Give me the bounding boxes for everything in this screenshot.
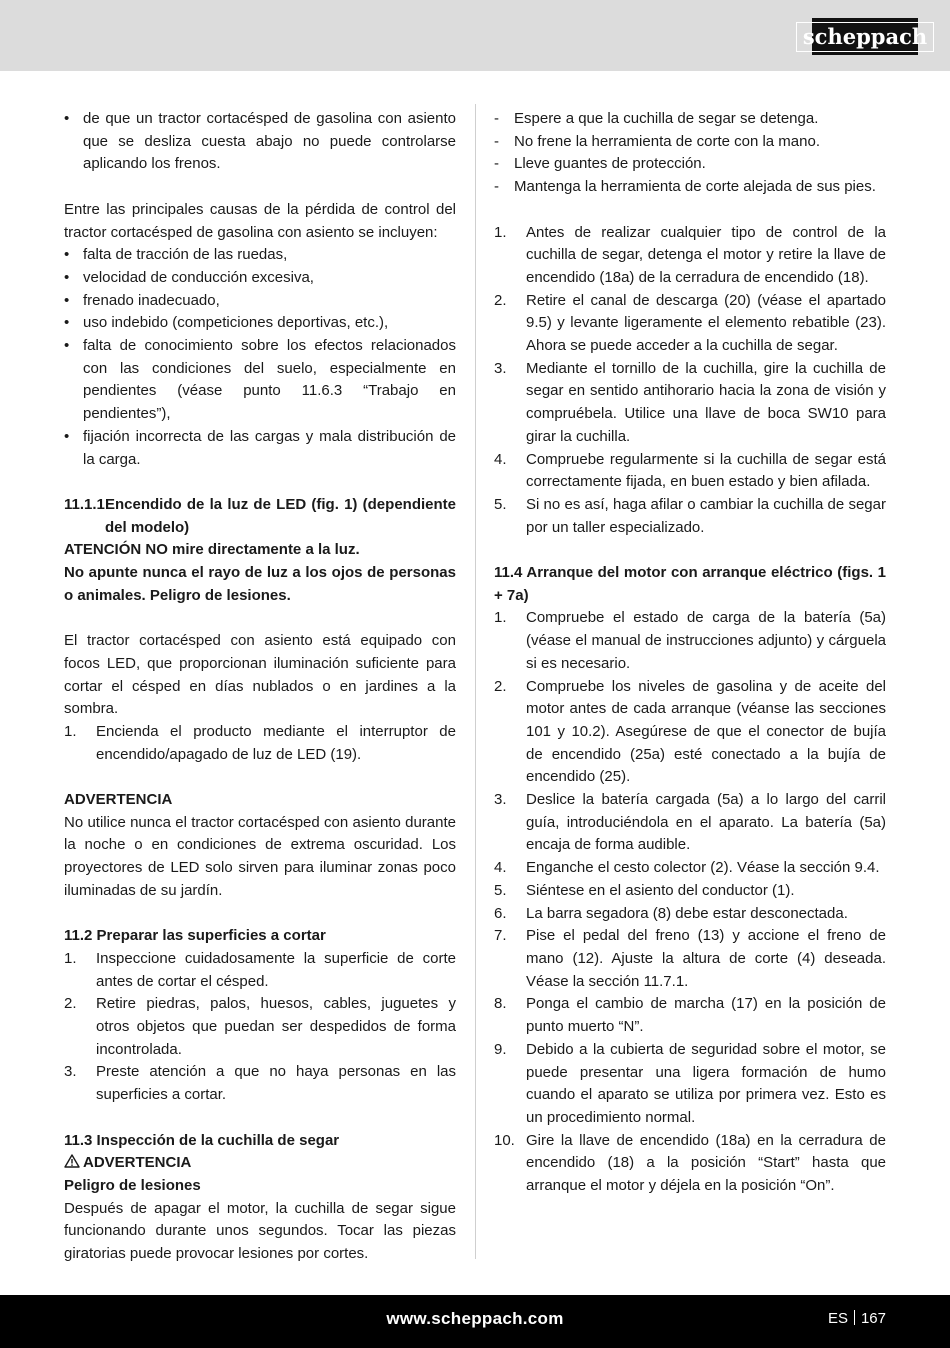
list-item bbox=[494, 108, 886, 131]
list-item bbox=[64, 1061, 456, 1106]
list-item bbox=[64, 290, 456, 313]
list-item bbox=[494, 676, 886, 790]
step-number: 4. bbox=[494, 859, 507, 877]
list-item bbox=[494, 925, 886, 993]
dash-marker: - bbox=[494, 155, 499, 173]
bullet-text: de que un tractor cortacésped de gasolina con asiento que se desliza cuesta abajo no puede controlarse aplicando los frenos. bbox=[83, 110, 456, 173]
list-item bbox=[64, 948, 456, 993]
step-text: Preste atención a que no haya personas en las superficies a cortar. bbox=[96, 1063, 456, 1104]
step-text: Si no es así, haga afilar o cambiar la cuchilla de segar por un taller especializado. bbox=[526, 495, 886, 536]
bullet-marker: • bbox=[64, 268, 70, 286]
right-column bbox=[494, 108, 886, 1198]
step-number: 7. bbox=[494, 927, 507, 945]
section-number: 11.1.1 bbox=[64, 495, 105, 513]
bullet-text: velocidad de conducción excesiva, bbox=[83, 268, 314, 286]
language-code: ES bbox=[827, 1310, 848, 1327]
dash-marker: - bbox=[494, 110, 499, 127]
section-heading-11-1-1 bbox=[64, 494, 456, 539]
step-number: 2. bbox=[494, 677, 507, 695]
list-item bbox=[494, 993, 886, 1038]
section-heading-11-3: 11.3 Inspección de la cuchilla de segar bbox=[64, 1131, 340, 1149]
page-separator bbox=[854, 1310, 855, 1325]
section-title: Encendido de la luz de LED (fig. 1) (dependiente del modelo) bbox=[105, 495, 456, 536]
list-item bbox=[494, 176, 886, 199]
list-item bbox=[494, 857, 886, 880]
dash-text: Mantenga la herramienta de corte alejada de sus pies. bbox=[514, 178, 876, 196]
step-number: 3. bbox=[494, 359, 507, 377]
section-heading-11-2: 11.2 Preparar las superficies a cortar bbox=[64, 927, 326, 945]
list-item bbox=[494, 131, 886, 154]
advertencia-label: ADVERTENCIA bbox=[83, 1154, 192, 1172]
list-item bbox=[64, 108, 456, 176]
warning-text: No apunte nunca el rayo de luz a los ojos de personas o animales. Peligro de lesiones. bbox=[64, 564, 456, 604]
list-item bbox=[494, 607, 886, 675]
list-item bbox=[64, 312, 456, 335]
causes-intro: Entre las principales causas de la pérdida de control del tractor cortacésped de gasolina con asiento se incluyen: bbox=[64, 200, 456, 241]
step-text: Mediante el tornillo de la cuchilla, gire la cuchilla de segar en sentido antihorario hacia la zona de visión y compruébela. Utilice una llave de boca SW10 para girar la cuchilla. bbox=[526, 359, 886, 445]
footer-bar bbox=[0, 1295, 950, 1348]
warning-text: ATENCIÓN NO mire directamente a la luz. bbox=[64, 541, 360, 559]
dash-text: Lleve guantes de protección. bbox=[514, 155, 706, 173]
step-text: Compruebe el estado de carga de la batería (5a) (véase el manual de instrucciones adjunto) y cárguela si es necesario. bbox=[526, 609, 886, 672]
logo-text: scheppach bbox=[796, 22, 934, 52]
step-number: 1. bbox=[64, 949, 77, 967]
list-item bbox=[64, 721, 456, 766]
step-number: 5. bbox=[494, 495, 507, 513]
led-paragraph: El tractor cortacésped con asiento está equipado con focos LED, que proporcionan iluminación suficiente para cortar el césped en días nublados o en jardines a la sombra. bbox=[64, 632, 456, 718]
step-number: 2. bbox=[64, 995, 77, 1013]
list-item bbox=[494, 1130, 886, 1198]
advertencia-heading bbox=[64, 1152, 456, 1175]
step-number: 3. bbox=[494, 791, 507, 809]
advertencia-heading: ADVERTENCIA bbox=[64, 791, 173, 809]
list-item bbox=[64, 335, 456, 426]
step-number: 2. bbox=[494, 291, 507, 309]
list-item bbox=[494, 358, 886, 449]
step-number: 1. bbox=[64, 722, 77, 740]
step-number: 5. bbox=[494, 881, 507, 899]
section-heading-11-4: 11.4 Arranque del motor con arranque eléctrico (figs. 1 + 7a) bbox=[494, 564, 886, 604]
step-text: Retire piedras, palos, huesos, cables, juguetes y otros objetos que puedan ser despedidos de forma incontrolada. bbox=[96, 995, 456, 1058]
list-item bbox=[64, 426, 456, 471]
dash-marker: - bbox=[494, 178, 499, 196]
left-column bbox=[64, 108, 456, 1266]
bullet-marker: • bbox=[64, 314, 70, 332]
step-text: Pise el pedal del freno (13) y accione el freno de mano (12). Ajuste la altura de corte (4) deseada. Véase la sección 11.7.1. bbox=[526, 927, 886, 990]
header-bar bbox=[0, 0, 950, 71]
bullet-marker: • bbox=[64, 427, 70, 445]
list-item bbox=[494, 494, 886, 539]
dash-text: No frene la herramienta de corte con la mano. bbox=[514, 132, 820, 150]
step-number: 10. bbox=[494, 1131, 515, 1149]
page-indicator bbox=[828, 1310, 886, 1327]
step-text: Siéntese en el asiento del conductor (1). bbox=[526, 881, 795, 899]
step-number: 8. bbox=[494, 995, 507, 1013]
step-text: Ponga el cambio de marcha (17) en la posición de punto muerto “N”. bbox=[526, 995, 886, 1036]
bullet-marker: • bbox=[64, 246, 70, 264]
inspection-paragraph: Después de apagar el motor, la cuchilla de segar sigue funcionando durante unos segundos. Tocar las piezas giratorias puede provocar lesiones por cortes. bbox=[64, 1199, 456, 1263]
bullet-text: fijación incorrecta de las cargas y mala distribución de la carga. bbox=[83, 427, 456, 468]
step-text: Debido a la cubierta de seguridad sobre el motor, se puede presentar una ligera formación de humo cuando el aparato se utiliza por primera vez. Esto es un procedimiento normal. bbox=[526, 1040, 886, 1126]
dash-marker: - bbox=[494, 132, 499, 150]
step-text: Inspeccione cuidadosamente la superficie de corte antes de cortar el césped. bbox=[96, 949, 456, 990]
warning-triangle-icon bbox=[64, 1154, 80, 1168]
list-item bbox=[494, 222, 886, 290]
step-number: 4. bbox=[494, 450, 507, 468]
step-text: La barra segadora (8) debe estar desconectada. bbox=[526, 904, 848, 922]
step-text: Gire la llave de encendido (18a) en la cerradura de encendido (18) a la posición “Start” hasta que arranque el motor y déjela en la posición “On”. bbox=[526, 1131, 886, 1195]
list-item bbox=[494, 1039, 886, 1130]
bullet-text: uso indebido (competiciones deportivas, etc.), bbox=[83, 314, 389, 332]
step-text: Retire el canal de descarga (20) (véase el apartado 9.5) y levante ligeramente el elemento rebatible (23). Ahora se puede acceder a la cuchilla de segar. bbox=[526, 291, 886, 355]
list-item bbox=[494, 153, 886, 176]
list-item bbox=[64, 993, 456, 1061]
bullet-text: frenado inadecuado, bbox=[83, 291, 220, 309]
list-item bbox=[64, 267, 456, 290]
list-item bbox=[494, 789, 886, 857]
step-number: 1. bbox=[494, 223, 507, 241]
list-item bbox=[494, 880, 886, 903]
list-item bbox=[494, 290, 886, 358]
step-text: Antes de realizar cualquier tipo de control de la cuchilla de segar, detenga el motor y retire la llave de encendido (18a) de la cerradura de encendido (18). bbox=[526, 223, 886, 286]
website-link[interactable]: www.scheppach.com bbox=[386, 1309, 564, 1328]
bullet-marker: • bbox=[64, 337, 70, 355]
danger-subheading: Peligro de lesiones bbox=[64, 1176, 201, 1194]
column-divider bbox=[475, 104, 476, 1259]
step-number: 1. bbox=[494, 609, 507, 627]
dash-text: Espere a que la cuchilla de segar se detenga. bbox=[514, 110, 819, 127]
step-number: 6. bbox=[494, 904, 507, 922]
bullet-marker: • bbox=[64, 110, 70, 127]
step-number: 3. bbox=[64, 1063, 77, 1081]
list-item bbox=[64, 244, 456, 267]
brand-logo bbox=[802, 18, 928, 55]
step-text: Compruebe los niveles de gasolina y de aceite del motor antes de cada arranque (véanse las secciones 101 y 10.2). Asegúrese de que el conector de bujía de encendido (25a) esté conectado a la bujía de encendido (25). bbox=[526, 677, 886, 786]
list-item bbox=[494, 449, 886, 494]
bullet-text: falta de conocimiento sobre los efectos relacionados con las condiciones del suelo, especialmente en pendientes (véase punto 11.6.3 “Trabajo en pendientes”), bbox=[83, 337, 456, 423]
bullet-text: falta de tracción de las ruedas, bbox=[83, 246, 288, 264]
step-number: 9. bbox=[494, 1040, 507, 1058]
page-number: 167 bbox=[860, 1310, 886, 1327]
bullet-marker: • bbox=[64, 291, 70, 309]
list-item bbox=[494, 903, 886, 926]
advertencia-paragraph: No utilice nunca el tractor cortacésped con asiento durante la noche o en condiciones de extrema oscuridad. Los proyectores de LED solo sirven para iluminar zonas poco iluminadas de su jardín. bbox=[64, 813, 456, 899]
step-text: Enganche el cesto colector (2). Véase la sección 9.4. bbox=[526, 859, 880, 877]
step-text: Encienda el producto mediante el interruptor de encendido/apagado de luz de LED (19). bbox=[96, 722, 456, 763]
step-text: Compruebe regularmente si la cuchilla de segar está correctamente fijada, en buen estado y bien afilada. bbox=[526, 450, 886, 491]
step-text: Deslice la batería cargada (5a) a lo largo del carril guía, introduciéndola en el aparato. La batería (5a) encaja de forma audible. bbox=[526, 791, 886, 854]
